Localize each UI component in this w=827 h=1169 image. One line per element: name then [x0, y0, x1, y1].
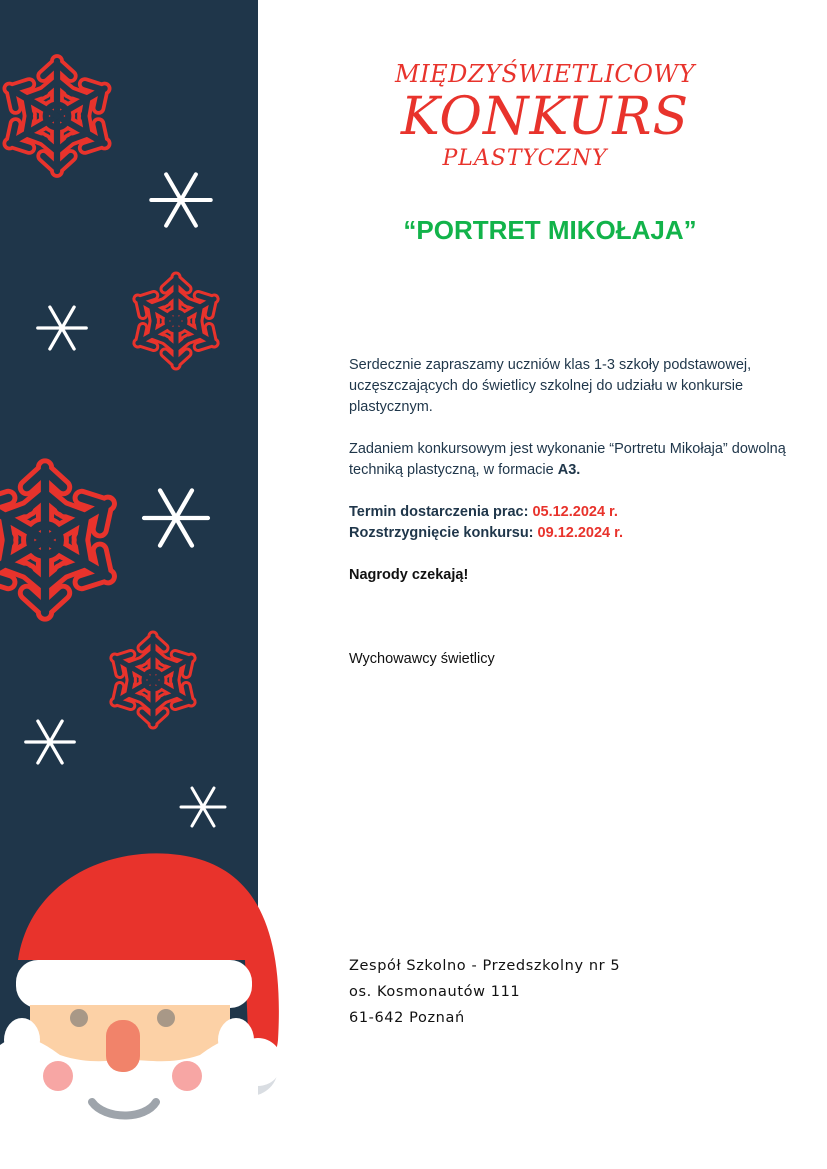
results-date: 09.12.2024 r.	[537, 525, 624, 541]
invitation-text: Serdecznie zapraszamy uczniów klas 1-3 szkoły podstawowej, uczęszczających do świetlicy szkolnej do udziału w konkursie plastycznym.	[349, 357, 752, 415]
santa-icon	[0, 853, 282, 1169]
address	[349, 953, 620, 1031]
deadline-date: 05.12.2024 r.	[532, 504, 618, 520]
title-line-3: PLASTYCZNY	[442, 146, 608, 171]
title-block	[330, 60, 760, 171]
title-line-1: MIĘDZYŚWIETLICOWY	[395, 60, 695, 88]
subtitle: “PORTRET MIKOŁAJA”	[403, 215, 697, 245]
signature: Wychowawcy świetlicy	[349, 651, 495, 667]
task-text: Zadaniem konkursowym jest wykonanie “Portretu Mikołaja” dowolną techniką plastyczną, w formacie A3.	[349, 441, 786, 478]
sparkle-icon	[151, 174, 210, 225]
deadline: Termin dostarczenia prac: 05.12.2024 r.	[349, 504, 618, 520]
sparkle-icon	[144, 490, 208, 545]
sparkle-icon	[181, 788, 225, 826]
prizes-text: Nagrody czekają!	[349, 567, 469, 583]
results: Rozstrzygnięcie konkursu: 09.12.2024 r.	[349, 525, 624, 541]
decoration-layer	[0, 0, 300, 1169]
address-line-1: Zespół Szkolno - Przedszkolny nr 5	[349, 958, 621, 974]
title-line-2: KONKURS	[400, 87, 690, 147]
sparkle-icon	[38, 307, 86, 349]
address-line-2: os. Kosmonautów 111	[349, 984, 521, 1000]
sparkle-icon	[26, 721, 74, 763]
address-line-3: 61-642 Poznań	[349, 1010, 465, 1026]
content	[349, 355, 789, 670]
task-format: A3.	[557, 462, 581, 478]
